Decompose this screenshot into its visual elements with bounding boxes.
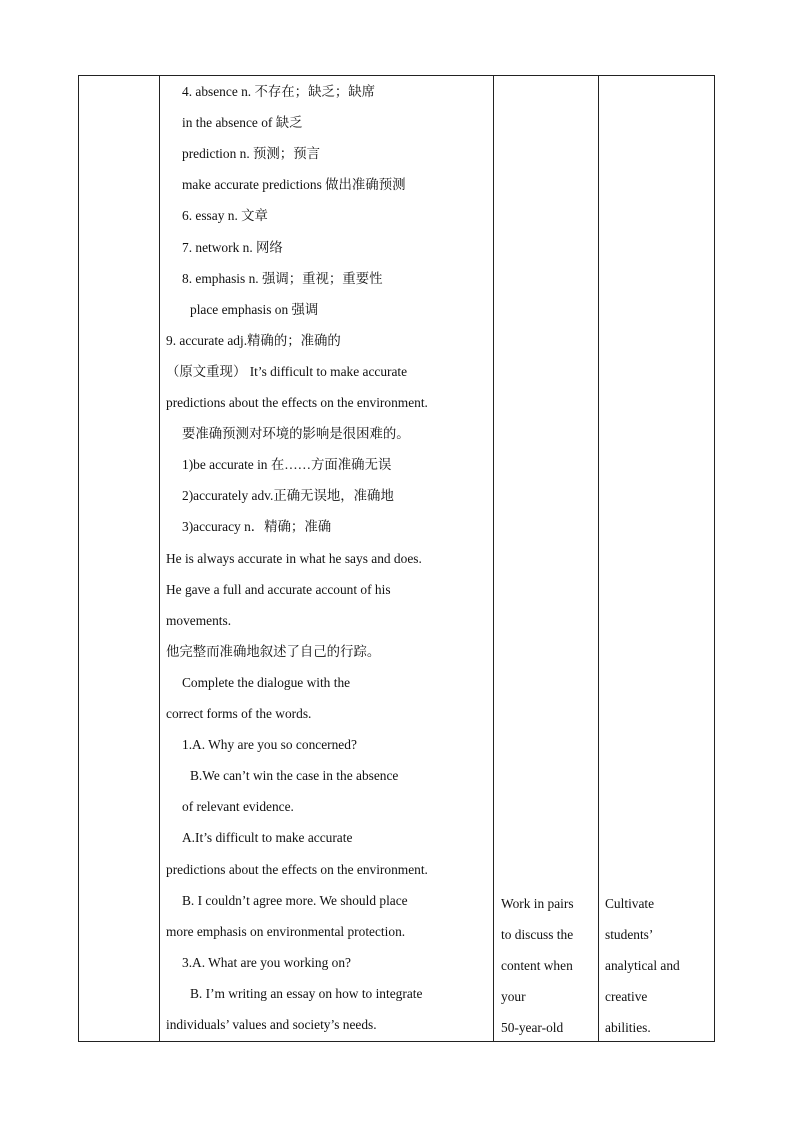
text-line: B. I couldn’t agree more. We should place: [182, 892, 408, 908]
text-line: your: [501, 989, 526, 1005]
text-line: predictions about the effects on the environment.: [166, 861, 428, 877]
text-line: 3.A. What are you working on?: [182, 954, 351, 970]
text-line: more emphasis on environmental protection.: [166, 923, 406, 939]
text-line: Cultivate: [605, 896, 655, 911]
text-line: place emphasis on 强调: [190, 301, 319, 317]
text-line: 2)accurately adv.正确无误地，准确地: [182, 488, 394, 504]
text-line: to discuss the: [501, 927, 574, 943]
text-line: Complete the dialogue with the: [182, 674, 351, 690]
text-line: make accurate predictions 做出准确预测: [182, 177, 406, 193]
text-line: 6. essay n. 文章: [182, 208, 268, 224]
text-line: content when: [501, 958, 573, 974]
text-line: 1)be accurate in 在……方面准确无误: [182, 457, 392, 473]
text-line: 他完整而准确地叙述了自己的行踪。: [166, 643, 381, 659]
text-line: 7. network n. 网络: [182, 239, 283, 255]
text-line: 3)accuracy n．精确；准确: [182, 519, 332, 535]
text-line: individuals’ values and society’s needs.: [166, 1017, 377, 1032]
text-line: students’: [605, 927, 654, 943]
text-line: abilities.: [605, 1020, 651, 1036]
text-line: 8. emphasis n. 强调；重视；重要性: [182, 270, 383, 286]
text-line: A.It’s difficult to make accurate: [182, 830, 353, 846]
text-line: 4. absence n. 不存在；缺乏；缺席: [182, 84, 376, 99]
column-divider: [493, 76, 494, 1041]
text-line: B.We can’t win the case in the absence: [190, 768, 399, 784]
text-line: （原文重现） It’s difficult to make accurate: [166, 363, 408, 379]
text-line: prediction n. 预测；预言: [182, 146, 320, 162]
text-line: correct forms of the words.: [166, 706, 312, 721]
column-divider: [159, 76, 160, 1041]
text-line: creative: [605, 989, 648, 1005]
text-line: analytical and: [605, 958, 680, 974]
text-line: 1.A. Why are you so concerned?: [182, 737, 357, 753]
text-line: 9. accurate adj.精确的；准确的: [166, 332, 341, 348]
text-line: 要准确预测对环境的影响是很困难的。: [182, 426, 410, 442]
text-line: He gave a full and accurate account of his: [166, 581, 391, 597]
text-line: Work in pairs: [501, 896, 574, 911]
text-line: 50-year-old: [501, 1020, 564, 1036]
text-line: in the absence of 缺乏: [182, 115, 303, 131]
text-line: He is always accurate in what he says and does.: [166, 550, 422, 566]
text-line: B. I’m writing an essay on how to integrate: [190, 985, 423, 1001]
text-line: movements.: [166, 612, 232, 628]
text-line: of relevant evidence.: [182, 799, 294, 815]
text-line: predictions about the effects on the environment.: [166, 395, 428, 410]
column-divider: [598, 76, 599, 1041]
